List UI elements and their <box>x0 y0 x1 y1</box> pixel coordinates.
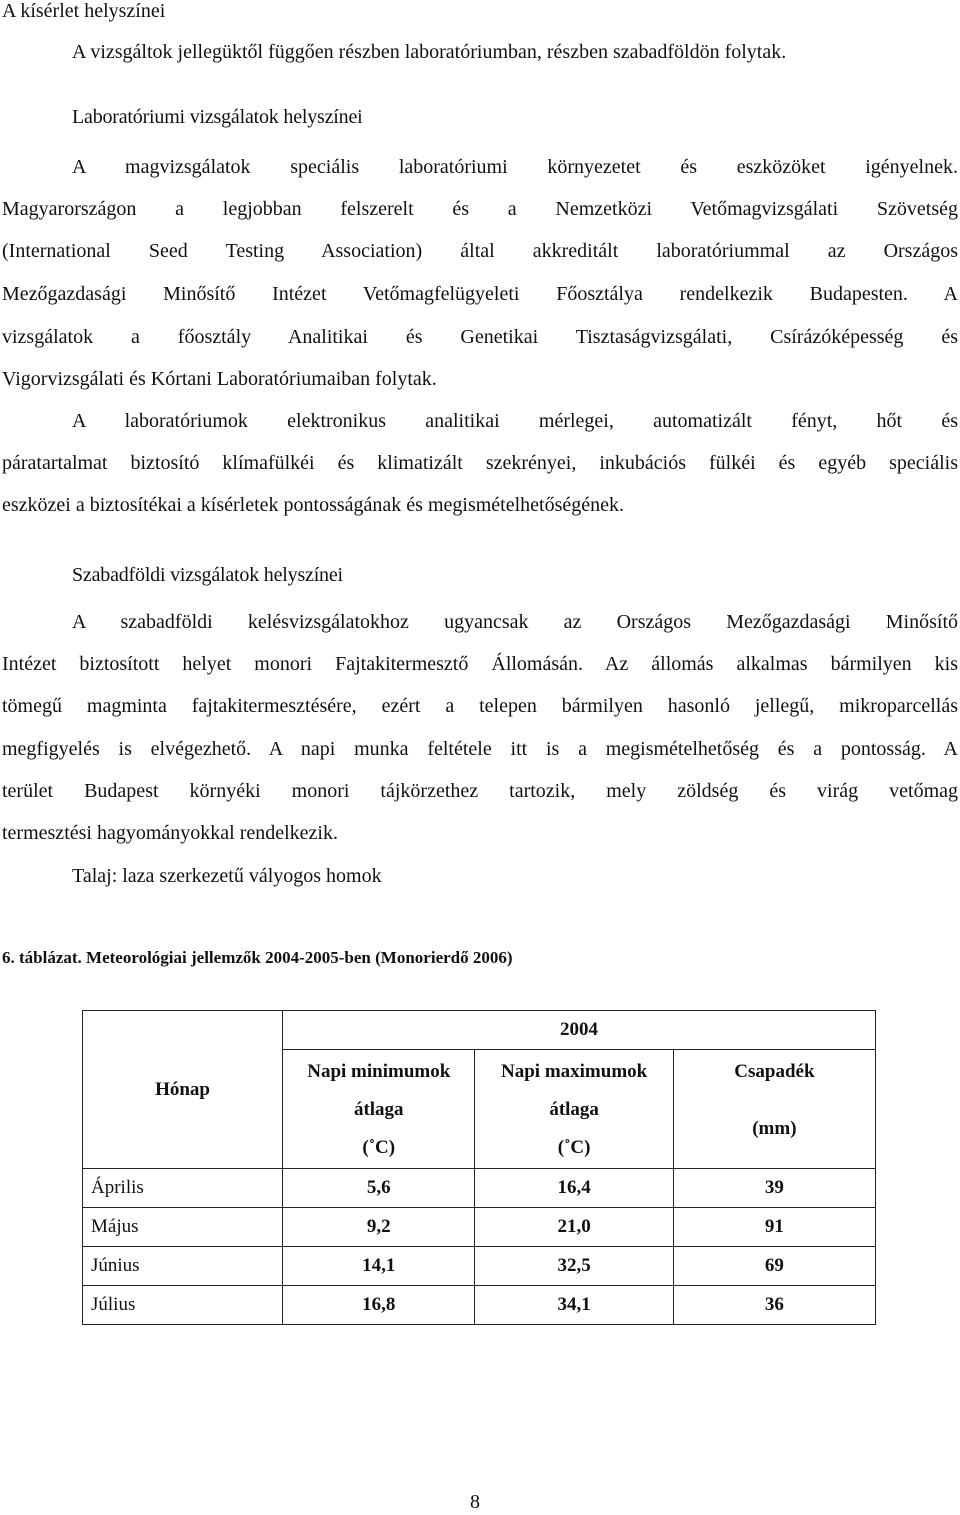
soil-line: Talaj: laza szerkezetű vályogos homok <box>72 865 382 887</box>
header-max-line: (˚C) <box>557 1137 591 1158</box>
table-caption <box>2 948 513 968</box>
lab-p1-line: Vigorvizsgálati és Kórtani Laboratóriumaiban folytak. <box>2 368 437 390</box>
lab-p1-line: vizsgálatok a főosztály Analitikai és Genetikai Tisztaságvizsgálati, Csírázóképesség és <box>2 326 958 348</box>
lab-p1-line: Mezőgazdasági Minősítő Intézet Vetőmagfelügyeleti Főosztálya rendelkezik Budapesten. A <box>2 283 958 305</box>
header-rain-line: (mm) <box>752 1118 797 1139</box>
header-min <box>283 1050 475 1169</box>
header-max-line: átlaga <box>549 1099 599 1120</box>
cell-rain: 69 <box>673 1247 875 1286</box>
table-caption-number: 6. táblázat. <box>2 948 82 967</box>
table-row <box>83 1286 876 1325</box>
cell-month: Június <box>83 1247 283 1286</box>
lab-p2-line: A laboratóriumok elektronikus analitikai mérlegei, automatizált fényt, hőt és <box>72 410 958 432</box>
cell-max: 34,1 <box>475 1286 673 1325</box>
header-min-line: átlaga <box>353 1099 404 1120</box>
field-p1-line: terület Budapest környéki monori tájkörzethez tartozik, mely zöldség és virág vetőmag <box>2 780 958 802</box>
cell-min: 5,6 <box>283 1169 475 1208</box>
cell-rain: 91 <box>673 1208 875 1247</box>
lab-heading: Laboratóriumi vizsgálatok helyszínei <box>72 106 363 128</box>
header-max <box>475 1050 673 1169</box>
header-year: 2004 <box>283 1011 876 1050</box>
field-p1-line: termesztési hagyományokkal rendelkezik. <box>2 822 338 844</box>
lab-p2-line: eszközei a biztosítékai a kísérletek pontosságának és megismételhetőségének. <box>2 494 625 516</box>
field-heading: Szabadföldi vizsgálatok helyszínei <box>72 564 343 586</box>
table-caption-text: Meteorológiai jellemzők 2004-2005-ben (Monorierdő 2006) <box>86 948 513 967</box>
cell-min: 9,2 <box>283 1208 475 1247</box>
lab-p1-line: (International Seed Testing Association) által akkreditált laboratóriummal az Országos <box>2 240 958 262</box>
cell-month: Április <box>83 1169 283 1208</box>
field-p1-line: Intézet biztosított helyet monori Fajtakitermesztő Állomásán. Az állomás alkalmas bármilyen kis <box>2 653 958 675</box>
field-p1-line: megfigyelés is elvégezhető. A napi munka feltétele itt is a megismételhetőség és a pontosság. A <box>2 738 958 760</box>
intro-line: A vizsgáltok jellegüktől függően részben laboratóriumban, részben szabadföldön folytak. <box>72 41 787 63</box>
header-rain <box>673 1050 875 1169</box>
cell-rain: 36 <box>673 1286 875 1325</box>
cell-month: Május <box>83 1208 283 1247</box>
cell-min: 14,1 <box>283 1247 475 1286</box>
cell-max: 21,0 <box>475 1208 673 1247</box>
table-row <box>83 1247 876 1286</box>
header-rain-line: Csapadék <box>734 1061 815 1082</box>
header-month: Hónap <box>83 1011 283 1169</box>
header-min-line: Napi minimumok <box>307 1061 451 1082</box>
table-row <box>83 1169 876 1208</box>
lab-p1-line: Magyarországon a legjobban felszerelt és a Nemzetközi Vetőmagvizsgálati Szövetség <box>2 198 958 220</box>
cell-min: 16,8 <box>283 1286 475 1325</box>
cell-max: 16,4 <box>475 1169 673 1208</box>
section-heading: A kísérlet helyszínei <box>2 0 166 22</box>
field-p1-line: tömegű magminta fajtakitermesztésére, ezért a telepen bármilyen hasonló jellegű, mikroparcellás <box>2 695 958 717</box>
cell-month: Július <box>83 1286 283 1325</box>
field-p1-line: A szabadföldi kelésvizsgálatokhoz ugyancsak az Országos Mezőgazdasági Minősítő <box>72 611 958 633</box>
header-min-line: (˚C) <box>362 1137 396 1158</box>
lab-p1-line: A magvizsgálatok speciális laboratóriumi környezetet és eszközöket igényelnek. <box>72 156 958 178</box>
table-row <box>83 1208 876 1247</box>
meteo-table <box>82 1010 876 1325</box>
cell-rain: 39 <box>673 1169 875 1208</box>
header-max-line: Napi maximumok <box>501 1061 648 1082</box>
page-number: 8 <box>470 1491 480 1513</box>
cell-max: 32,5 <box>475 1247 673 1286</box>
lab-p2-line: páratartalmat biztosító klímafülkéi és klimatizált szekrényei, inkubációs fülkéi és egyéb speciális <box>2 452 958 474</box>
